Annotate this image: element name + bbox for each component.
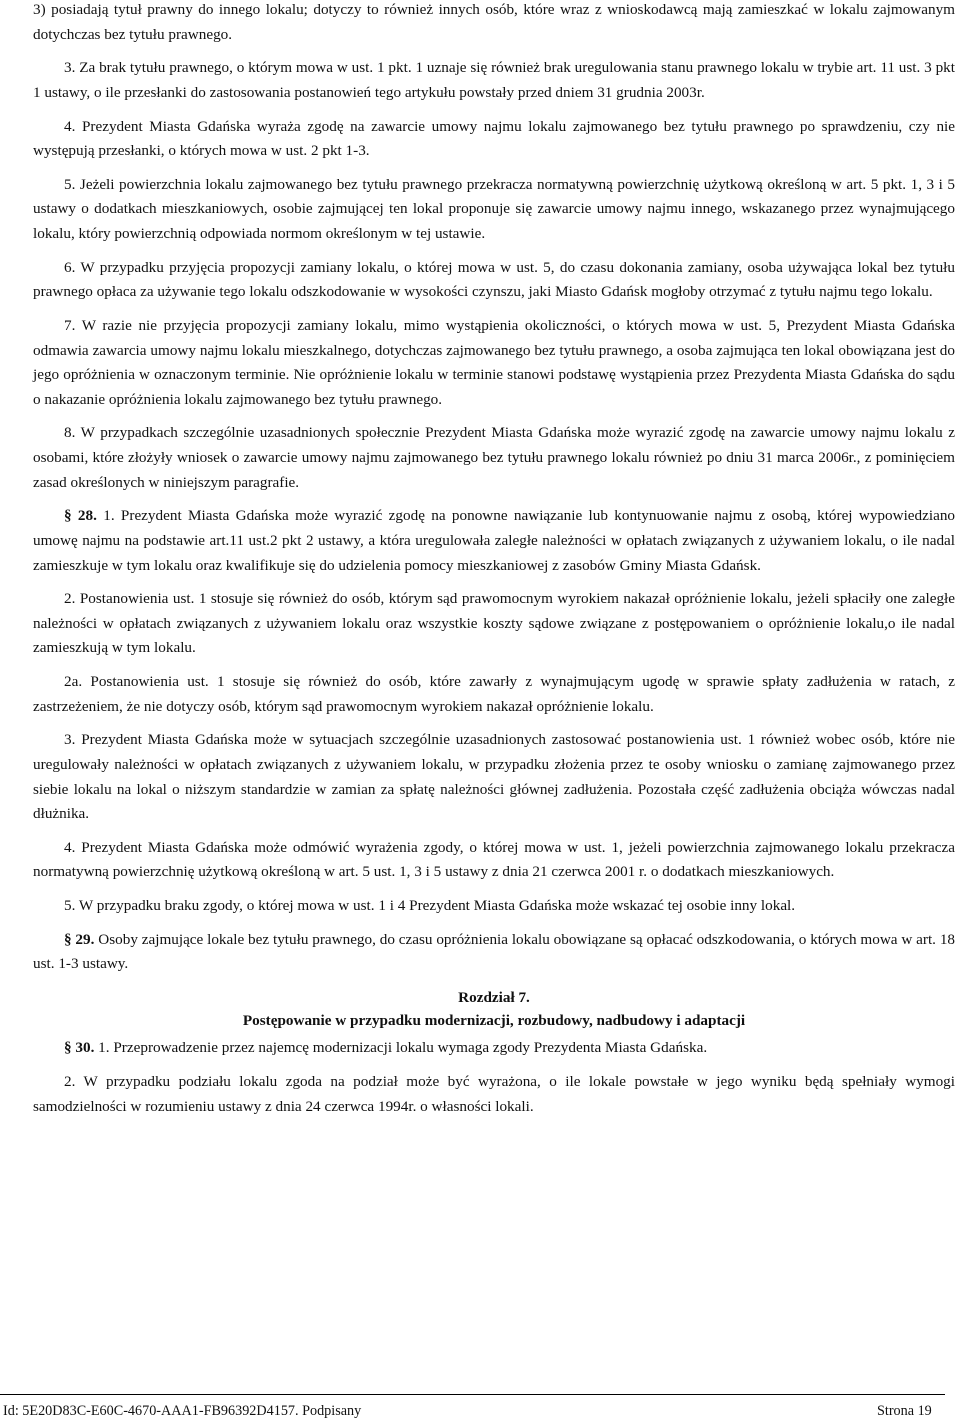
paragraph bbox=[33, 56, 955, 105]
section-number: § 29. bbox=[64, 930, 95, 948]
paragraph-text: Za brak tytułu prawnego, o którym mowa w ust. 1 pkt. 1 uznaje się również brak uregulowania stanu prawnego lokalu w trybie art. 11 ust. 3 pkt 1 ustawy, o ile przesłanki do zastosowania postanowień tego artykułu powstały przed dniem 31 grudnia 2003r. bbox=[33, 59, 955, 101]
paragraph-text: 5. W przypadku braku zgody, o której mowa w ust. 1 i 4 Prezydent Miasta Gdańska może wskazać tej osobie inny lokal. bbox=[64, 897, 796, 914]
paragraph-number: 5. bbox=[64, 175, 76, 193]
paragraph bbox=[33, 1036, 955, 1061]
paragraph-text: 1. Przeprowadzenie przez najemcę modernizacji lokalu wymaga zgody Prezydenta Miasta Gdańska. bbox=[94, 1039, 708, 1057]
paragraph-number: 4. bbox=[64, 117, 76, 135]
paragraph bbox=[33, 894, 955, 919]
paragraph-text: 3) posiadają tytuł prawny do innego lokalu; dotyczy to również innych osób, które wraz z wnioskodawcą mają zamieszkać w lokalu zajmowanym dotychczas bez tytułu prawnego. bbox=[33, 1, 955, 43]
paragraph bbox=[33, 421, 955, 495]
paragraph-text: 3. Prezydent Miasta Gdańska może w sytuacjach szczególnie uzasadnionych zastosować postanowienia ust. 1 również wobec osób, które nie uregulowały należności w opłatach związanych z używaniem lokalu, w przypadku złożenia przez te osoby wniosku o zamianę zajmowanego przez siebie lokalu na lokal o niższym standardzie w zamian za spłatę należności głównej zadłużenia. Pozostała część zadłużenia obciąża wówczas nadal dłużnika. bbox=[33, 731, 955, 823]
paragraph-text: 2a. Postanowienia ust. 1 stosuje się również do osób, które zawarły z wynajmującym ugodę w sprawie spłaty zadłużenia w ratach, z zastrzeżeniem, że nie dotyczy osób, którym sąd prawomocnym wyrokiem nakazał opróżnienie lokalu. bbox=[33, 673, 955, 715]
document-page bbox=[33, 0, 955, 1128]
paragraph bbox=[33, 587, 955, 661]
paragraph bbox=[33, 836, 955, 885]
chapter-heading bbox=[33, 987, 955, 1033]
paragraph-text: Jeżeli powierzchnia lokalu zajmowanego bez tytułu prawnego przekracza normatywną powierzchnię użytkową określoną w art. 5 pkt. 1, 3 i 5 ustawy o dodatkach mieszkaniowych, osobie zajmującej ten lokal proponuje się zawarcie umowy najmu innego, wskazanego przez wynajmującego lokalu, który powierzchnią odpowiada normom określonym w tej ustawie. bbox=[33, 175, 955, 242]
paragraph bbox=[33, 115, 955, 164]
chapter-number: Rozdział 7. bbox=[458, 988, 530, 1006]
page-number: Strona 19 bbox=[877, 1403, 932, 1419]
paragraph-number: 3. bbox=[64, 59, 76, 77]
paragraph-number: 8. bbox=[64, 424, 76, 442]
paragraph bbox=[33, 0, 955, 47]
paragraph-text: W przypadku przyjęcia propozycji zamiany lokalu, o której mowa w ust. 5, do czasu dokonania zamiany, osoba używająca lokal bez tytułu prawnego opłaca za używanie tego lokalu odszkodowanie w wysokości czynszu, jaki Miasto Gdańsk mogłoby otrzymać z tytułu najmu tego lokalu. bbox=[33, 258, 955, 301]
paragraph-text: Osoby zajmujące lokale bez tytułu prawnego, do czasu opróżnienia lokalu obowiązane są opłacać odszkodowania, o których mowa w art. 18 ust. 1-3 ustawy. bbox=[33, 930, 956, 973]
paragraph-text: Prezydent Miasta Gdańska wyraża zgodę na zawarcie umowy najmu lokalu zajmowanego bez tytułu prawnego po sprawdzeniu, czy nie występują przesłanki, o których mowa w ust. 2 pkt 1-3. bbox=[33, 117, 955, 160]
paragraph-text: W przypadkach szczególnie uzasadnionych społecznie Prezydent Miasta Gdańska może wyrazić zgodę na zawarcie umowy najmu lokalu z osobami, które złożyły wniosek o zawarcie umowy najmu zajmowanego bez tytułu prawnego lokalu również po dniu 31 marca 2006r., z pominięciem zasad określonych w niniejszym paragrafie. bbox=[33, 424, 955, 491]
paragraph bbox=[33, 928, 955, 977]
paragraph-text: 4. Prezydent Miasta Gdańska może odmówić wyrażenia zgody, o której mowa w ust. 1, jeżeli powierzchnia zajmowanego lokalu przekracza normatywną powierzchnię użytkową określoną w art. 5 ust. 1, 3 i 5 ustawy z dnia 21 czerwca 2001 r. o dodatkach mieszkaniowych. bbox=[33, 838, 955, 881]
chapter-title: Postępowanie w przypadku modernizacji, rozbudowy, nadbudowy i adaptacji bbox=[242, 1011, 746, 1029]
document-id: Id: 5E20D83C-E60C-4670-AAA1-FB96392D4157. Podpisany bbox=[3, 1403, 362, 1419]
paragraph bbox=[33, 670, 955, 719]
section-number: § 28. bbox=[64, 507, 97, 525]
paragraph bbox=[33, 504, 955, 578]
paragraph-text: W razie nie przyjęcia propozycji zamiany lokalu, mimo wystąpienia okoliczności, o których mowa w ust. 5, Prezydent Miasta Gdańska odmawia zawarcia umowy najmu lokalu mieszkalnego, dotychczas zajmowanego bez tytułu prawnego, a osoba zajmująca ten lokal obowiązana jest do jego opróżnienia w oznaczonym terminie. Nie opróżnienie lokalu w terminie stanowi podstawę wystąpienia przez Prezydenta Miasta Gdańska do sądu o nakazanie opróżnienia lokalu zajmowanego bez tytułu prawnego. bbox=[33, 316, 955, 408]
paragraph bbox=[33, 314, 955, 413]
paragraph bbox=[33, 256, 955, 305]
section-number: § 30. bbox=[64, 1039, 95, 1057]
footer-rule bbox=[0, 1394, 945, 1395]
paragraph-number: 6. bbox=[64, 258, 76, 276]
paragraph bbox=[33, 728, 955, 827]
paragraph-text: 2. W przypadku podziału lokalu zgoda na podział może być wyrażona, o ile lokale powstałe w jego wyniku będą spełniały wymogi samodzielności w rozumieniu ustawy z dnia 24 czerwca 1994r. o własności lokali. bbox=[33, 1073, 955, 1115]
paragraph-text: 2. Postanowienia ust. 1 stosuje się również do osób, którym sąd prawomocnym wyrokiem nakazał opróżnienie lokalu, jeżeli spłaciły one zaległe należności w opłatach związanych z używaniem lokalu oraz wszystkie koszty sądowe związane z postępowaniem o opróżnienie lokalu,o ile nadal zamieszkują w tym lokalu. bbox=[33, 590, 955, 657]
paragraph bbox=[33, 173, 955, 247]
paragraph-text: 1. Prezydent Miasta Gdańska może wyrazić zgodę na ponowne nawiązanie lub kontynuowanie najmu z osobą, której wypowiedziano umowę najmu na podstawie art.11 ust.2 pkt 2 ustawy, a która uregulowała zaległe należności w opłatach związanych z używaniem lokalu, o ile nadal zamieszkuje w tym lokalu oraz kwalifikuje się do udzielenia pomocy mieszkaniowej z zasobów Gminy Miasta Gdańsk. bbox=[33, 507, 956, 574]
paragraph-number: 7. bbox=[64, 316, 76, 334]
paragraph bbox=[33, 1070, 955, 1119]
